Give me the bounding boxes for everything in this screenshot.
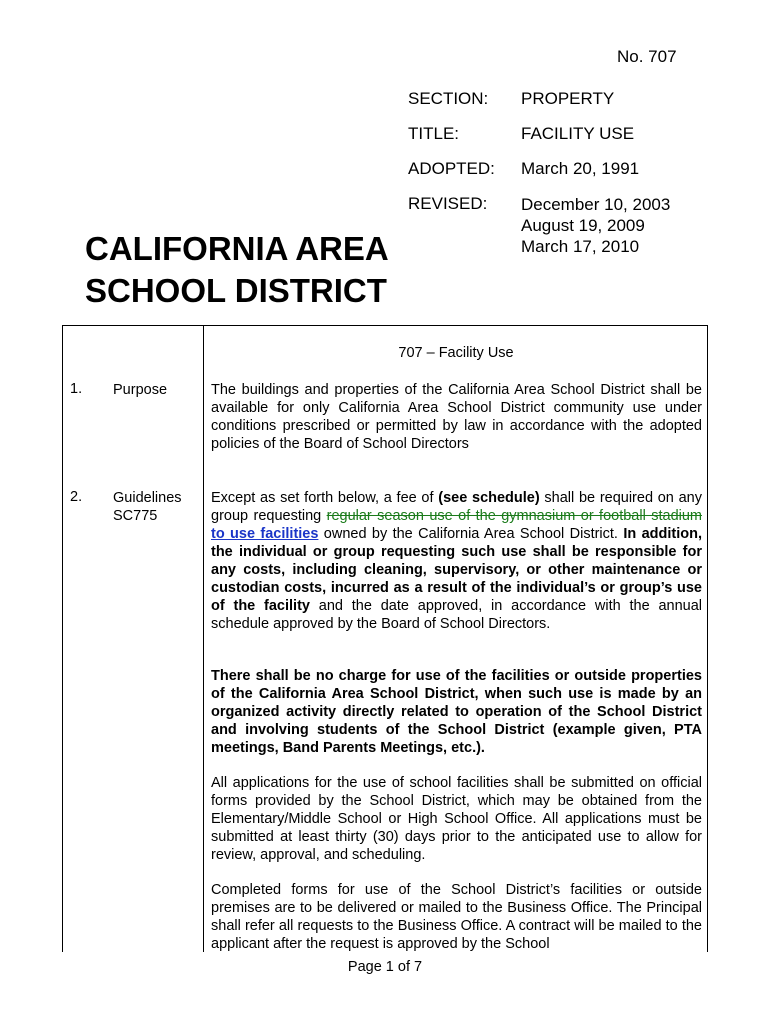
district-name-line: SCHOOL DISTRICT — [85, 272, 387, 309]
table-heading: 707 – Facility Use — [398, 345, 514, 361]
table-column-divider — [203, 325, 204, 952]
section-label-code: SC775 — [113, 508, 158, 524]
purpose-paragraph: The buildings and properties of the California Area School District shall be available for only California Area School District community use under conditions prescribed or permitted by law in accordance with the adopted policies of the Board of School Directors — [211, 382, 702, 452]
section-label: SECTION: — [408, 89, 489, 108]
guidelines-paragraph-completed-forms: Completed forms for use of the School District’s facilities or outside premises are to be delivered or mailed to the Business Office. The Principal shall refer all requests to the Business Office. A contract will be mailed to the applicant after the request is approved by the School — [211, 882, 702, 952]
district-name — [85, 228, 389, 312]
inserted-text: to use facilities — [211, 526, 319, 542]
section-label-text: Guidelines — [113, 490, 182, 506]
text-run: In addition, the individual or group requesting such use shall be responsible for any costs, including cleaning, supervisory, or other maintenance or custodian costs, incurred as a result of the individual’s or group’s use of the facility — [211, 526, 702, 614]
text-run: owned by the California Area School District. — [318, 526, 624, 542]
revised-date: August 19, 2009 — [521, 216, 645, 235]
guidelines-paragraph-applications: All applications for the use of school facilities shall be submitted on official forms provided by the School District, which may be obtained from the Elementary/Middle School or High School Office. All applications must be submitted at least thirty (30) days prior to the anticipated use to allow for review, approval, and scheduling. — [211, 775, 702, 863]
deleted-text: regular season use of the gymnasium or football stadium — [326, 508, 702, 524]
text-run: Except as set forth below, a fee of — [211, 490, 439, 506]
title-label: TITLE: — [408, 124, 460, 143]
section-number: 2. — [70, 489, 83, 505]
section-number: 1. — [70, 381, 83, 397]
text-run: (see schedule) — [438, 490, 540, 506]
revised-date: December 10, 2003 — [521, 195, 671, 214]
page-number: Page 1 of 7 — [347, 959, 423, 975]
text-run: shall be required on any group requesting — [211, 490, 702, 524]
text-run: and the date approved, in accordance with the annual schedule approved by the Board of School Directors. — [211, 598, 702, 632]
guidelines-paragraph-fees — [211, 489, 702, 633]
revised-dates — [521, 194, 670, 257]
district-name-line: CALIFORNIA AREA — [85, 230, 389, 267]
policy-number: No. 707 — [617, 47, 677, 66]
section-title-purpose: Purpose — [113, 382, 168, 398]
guidelines-paragraph-no-charge: There shall be no charge for use of the facilities or outside properties of the California Area School District, when such use is made by an organized activity directly related to operation of the School District and involving students of the School District (example given, PTA meetings, Band Parents Meetings, etc.). — [211, 668, 702, 756]
section-title-guidelines — [113, 489, 182, 525]
revised-label: REVISED: — [408, 194, 488, 213]
title-value: FACILITY USE — [521, 124, 635, 143]
section-value: PROPERTY — [521, 89, 615, 108]
adopted-label: ADOPTED: — [408, 159, 495, 178]
revised-date: March 17, 2010 — [521, 237, 640, 256]
adopted-value: March 20, 1991 — [521, 159, 640, 178]
